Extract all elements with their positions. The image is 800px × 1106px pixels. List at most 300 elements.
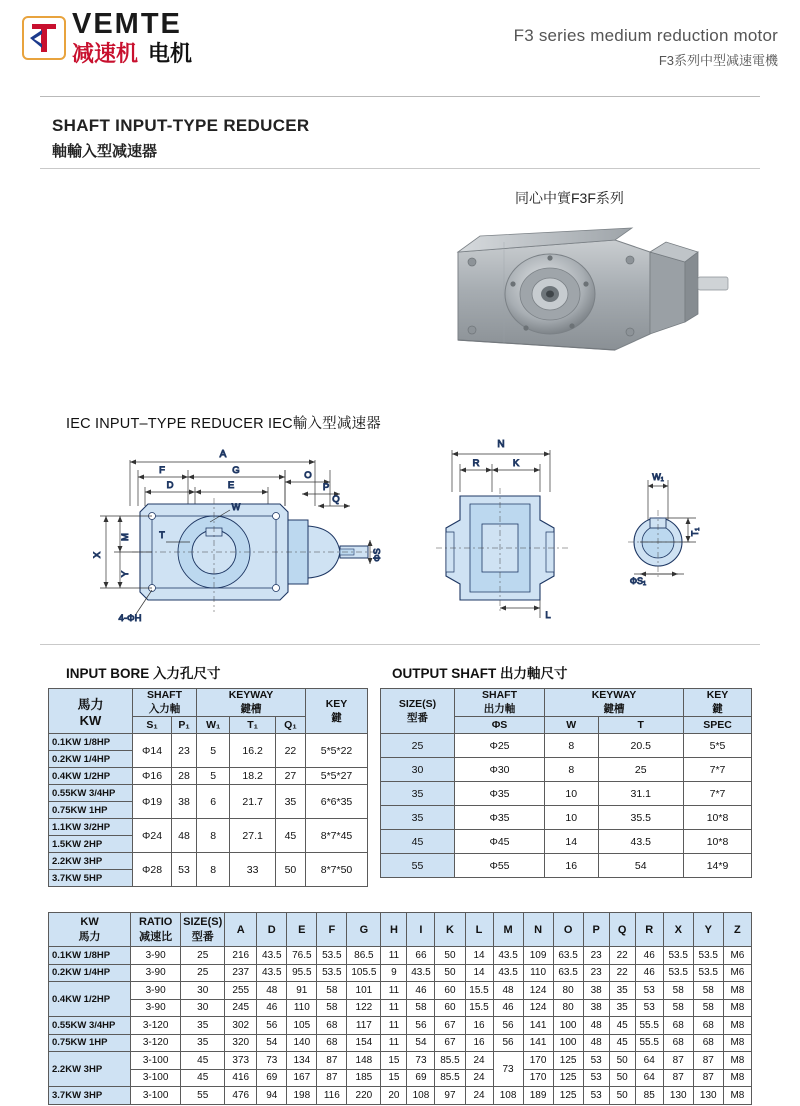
cell: 11 (381, 1034, 407, 1052)
cell: 16 (465, 1034, 493, 1052)
cell: 185 (347, 1069, 381, 1087)
cell: 58 (317, 982, 347, 1000)
cell-spec: 7*7 (684, 782, 752, 806)
cell-size: 35 (381, 806, 455, 830)
kw-label: 3.7KW 5HP (49, 870, 133, 887)
cell: 3-100 (131, 1087, 181, 1105)
svg-text:4-ΦH: 4-ΦH (118, 613, 142, 624)
header-shaft: SHAFT 出力軸 (455, 689, 545, 717)
cell: 15 (381, 1069, 407, 1087)
cell: 46 (635, 964, 663, 982)
table-row (49, 1069, 752, 1087)
cell-spec: 10*8 (684, 806, 752, 830)
cell: 54 (257, 1034, 287, 1052)
table-row (49, 1017, 752, 1035)
header-size: SIZE(S) 型番 (181, 913, 225, 947)
document-title-en: F3 series medium reduction motor (513, 26, 778, 45)
cell: 198 (287, 1087, 317, 1105)
cell: 125 (553, 1087, 583, 1105)
kw-label: 0.4KW 1/2HP (49, 982, 131, 1017)
cell: 25 (181, 947, 225, 965)
cell: 116 (317, 1087, 347, 1105)
cell-w: 10 (545, 782, 599, 806)
cell: 108 (407, 1087, 435, 1105)
cell: 35 (609, 982, 635, 1000)
cell: 245 (225, 999, 257, 1017)
cell-q1: 50 (275, 853, 305, 887)
cell-w: 10 (545, 806, 599, 830)
cell: 30 (181, 999, 225, 1017)
cell-spec: 8*7*45 (306, 819, 368, 853)
kw-label: 0.2KW 1/4HP (49, 751, 133, 768)
cell: 45 (609, 1034, 635, 1052)
cell-p1: 23 (172, 734, 197, 768)
header-I: I (407, 913, 435, 947)
cell-size: 45 (381, 830, 455, 854)
svg-text:ΦS: ΦS (372, 548, 382, 562)
cell-t: 20.5 (598, 734, 683, 758)
header-keyway: KEYWAY 鍵槽 (196, 689, 305, 717)
cell: 38 (583, 982, 609, 1000)
header-X: X (663, 913, 693, 947)
logo-badge-icon (22, 16, 66, 60)
cell-spec: 5*5 (684, 734, 752, 758)
cell: 46 (407, 982, 435, 1000)
svg-text:A: A (219, 449, 227, 460)
cell: 9 (381, 964, 407, 982)
cell: 95.5 (287, 964, 317, 982)
cell: M8 (723, 1017, 751, 1035)
cell: 16 (465, 1017, 493, 1035)
cell: 148 (347, 1052, 381, 1070)
svg-text:T: T (159, 530, 165, 540)
cell: 110 (523, 964, 553, 982)
header-size: SIZE(S) 型番 (381, 689, 455, 734)
cell-size: 25 (381, 734, 455, 758)
cell: 108 (493, 1087, 523, 1105)
cell: 14 (465, 947, 493, 965)
brand-name-cn (72, 43, 192, 65)
cell: M8 (723, 1069, 751, 1087)
cell: 68 (317, 1017, 347, 1035)
kw-label: 1.1KW 3/2HP (49, 819, 133, 836)
cell: 109 (523, 947, 553, 965)
cell: 15 (381, 1052, 407, 1070)
kw-label: 0.1KW 1/8HP (49, 734, 133, 751)
header-L: L (465, 913, 493, 947)
cell: 58 (407, 999, 435, 1017)
cell: 45 (181, 1052, 225, 1070)
kw-label: 3.7KW 3HP (49, 1087, 131, 1105)
header-key: KEY 鍵 (684, 689, 752, 717)
cell: 45 (609, 1017, 635, 1035)
svg-text:R: R (472, 458, 480, 469)
subheader-w1: W₁ (196, 717, 229, 734)
cell-spec: 5*5*27 (306, 768, 368, 785)
page-header (0, 0, 800, 92)
cell: 54 (407, 1034, 435, 1052)
header-ratio: RATIO 减速比 (131, 913, 181, 947)
cell: 3-100 (131, 1052, 181, 1070)
svg-text:D: D (166, 480, 174, 491)
cell: 43.5 (257, 947, 287, 965)
cell-shaft: Φ55 (455, 854, 545, 878)
cell: 55.5 (635, 1034, 663, 1052)
cell: 189 (523, 1087, 553, 1105)
cell: 50 (435, 947, 465, 965)
cell: 43.5 (493, 964, 523, 982)
kw-label: 1.5KW 2HP (49, 836, 133, 853)
svg-text:X: X (92, 551, 103, 559)
cell: 87 (693, 1069, 723, 1087)
cell: 87 (663, 1052, 693, 1070)
cell: 53.5 (317, 964, 347, 982)
cell: 373 (225, 1052, 257, 1070)
cell: 73 (257, 1052, 287, 1070)
cell: 124 (523, 982, 553, 1000)
cell-p1: 28 (172, 768, 197, 785)
cell-q1: 45 (275, 819, 305, 853)
cell: 35 (181, 1017, 225, 1035)
table-row (381, 758, 752, 782)
cell-w: 8 (545, 758, 599, 782)
cell: M8 (723, 1052, 751, 1070)
document-title-cn: F3系列中型减速電機 (658, 53, 778, 68)
cell-t1: 33 (230, 853, 275, 887)
cell-w1: 5 (196, 768, 229, 785)
cell-t1: 16.2 (230, 734, 275, 768)
cell: 24 (465, 1069, 493, 1087)
table-header-row (381, 689, 752, 717)
cell: 87 (317, 1069, 347, 1087)
cell: 85.5 (435, 1069, 465, 1087)
cell: 87 (317, 1052, 347, 1070)
cell: 15.5 (465, 982, 493, 1000)
table-header-row (49, 689, 368, 717)
cell: 23 (583, 947, 609, 965)
svg-text:E: E (227, 480, 235, 491)
brand-name: VEMTE (72, 8, 182, 40)
cell-w1: 8 (196, 819, 229, 853)
cell-s1: Φ19 (133, 785, 172, 819)
svg-text:F: F (159, 465, 165, 476)
cell: 68 (663, 1034, 693, 1052)
dimensions-table (48, 912, 752, 1105)
cell: 170 (523, 1052, 553, 1070)
header-G: G (347, 913, 381, 947)
cell-t: 35.5 (598, 806, 683, 830)
cell: 48 (583, 1034, 609, 1052)
cell: 3-120 (131, 1017, 181, 1035)
svg-text:L: L (545, 610, 551, 621)
table-row (49, 768, 368, 785)
kw-label: 0.55KW 3/4HP (49, 785, 133, 802)
svg-text:N: N (497, 439, 505, 450)
cell: 56 (493, 1017, 523, 1035)
cell-shaft: Φ35 (455, 782, 545, 806)
cell: 58 (663, 982, 693, 1000)
header-N: N (523, 913, 553, 947)
kw-label: 0.2KW 1/4HP (49, 964, 131, 982)
table-row (49, 1052, 752, 1070)
subheader-spec: SPEC (684, 717, 752, 734)
svg-text:ΦS₁: ΦS₁ (629, 576, 647, 586)
header-D: D (257, 913, 287, 947)
cell: 38 (583, 999, 609, 1017)
cell: 60 (435, 982, 465, 1000)
cell-spec: 7*7 (684, 758, 752, 782)
header-A: A (225, 913, 257, 947)
kw-label: 0.75KW 1HP (49, 1034, 131, 1052)
cell: 122 (347, 999, 381, 1017)
svg-text:Q: Q (332, 494, 340, 505)
cell: 55 (181, 1087, 225, 1105)
svg-text:M: M (120, 533, 131, 541)
header-shaft: SHAFT 入力軸 (133, 689, 197, 717)
cell: 73 (407, 1052, 435, 1070)
series-label: 同心中實F3F系列 (515, 190, 624, 206)
drawings-divider (40, 644, 760, 645)
cell: 58 (663, 999, 693, 1017)
cell-q1: 22 (275, 734, 305, 768)
cell: 80 (553, 982, 583, 1000)
cell-size: 35 (381, 782, 455, 806)
cell: 53 (635, 999, 663, 1017)
cell: 43.5 (257, 964, 287, 982)
table-row (49, 982, 752, 1000)
cell: 69 (407, 1069, 435, 1087)
subheader-w: W (545, 717, 599, 734)
cell-t: 43.5 (598, 830, 683, 854)
cell-shaft: Φ25 (455, 734, 545, 758)
cell: 50 (435, 964, 465, 982)
cell: 53 (635, 982, 663, 1000)
cell: 85.5 (435, 1052, 465, 1070)
cell: 216 (225, 947, 257, 965)
table-row (381, 830, 752, 854)
cell: 46 (493, 999, 523, 1017)
cell-q1: 27 (275, 768, 305, 785)
cell-t1: 21.7 (230, 785, 275, 819)
cell: 87 (663, 1069, 693, 1087)
cell: 68 (663, 1017, 693, 1035)
cell: 80 (553, 999, 583, 1017)
cell-shaft: Φ45 (455, 830, 545, 854)
cell: M8 (723, 982, 751, 1000)
cell: 3-90 (131, 964, 181, 982)
cell-s1: Φ14 (133, 734, 172, 768)
cell: 140 (287, 1034, 317, 1052)
svg-text:G: G (232, 465, 240, 476)
cell: 53.5 (317, 947, 347, 965)
cell: 11 (381, 982, 407, 1000)
cell: 20 (381, 1087, 407, 1105)
header-Q: Q (609, 913, 635, 947)
cell-shaft: Φ30 (455, 758, 545, 782)
brand-cn-black: 电机 (148, 41, 193, 66)
table-row (49, 1034, 752, 1052)
brand-text (72, 10, 192, 65)
table-row (49, 785, 368, 802)
subheader-t1: T₁ (230, 717, 275, 734)
section-title-en: SHAFT INPUT-TYPE REDUCER (52, 116, 310, 135)
subheader-phis: ΦS (455, 717, 545, 734)
cell: M8 (723, 999, 751, 1017)
cell: 416 (225, 1069, 257, 1087)
cell-w1: 8 (196, 853, 229, 887)
subheader-q1: Q₁ (275, 717, 305, 734)
cell-spec: 6*6*35 (306, 785, 368, 819)
iec-section-title: IEC INPUT–TYPE REDUCER IEC輸入型减速器 (66, 416, 381, 432)
cell: 76.5 (287, 947, 317, 965)
table-row (49, 1087, 752, 1105)
kw-label: 0.75KW 1HP (49, 802, 133, 819)
cell: 43.5 (493, 947, 523, 965)
cell: 68 (693, 1017, 723, 1035)
cell-t: 25 (598, 758, 683, 782)
kw-label: 2.2KW 3HP (49, 853, 133, 870)
cell: 476 (225, 1087, 257, 1105)
cell: 58 (317, 999, 347, 1017)
cell-s1: Φ24 (133, 819, 172, 853)
table-row (49, 964, 752, 982)
cell: 56 (407, 1017, 435, 1035)
cell-spec: 10*8 (684, 830, 752, 854)
cell-spec: 5*5*22 (306, 734, 368, 768)
cell: 170 (523, 1069, 553, 1087)
cell: 68 (693, 1034, 723, 1052)
output-shaft-table (380, 688, 752, 878)
cell: 63.5 (553, 947, 583, 965)
cell: 125 (553, 1052, 583, 1070)
cell: 87 (693, 1052, 723, 1070)
cell: 237 (225, 964, 257, 982)
cell: 50 (609, 1052, 635, 1070)
cell: M8 (723, 1034, 751, 1052)
cell: 53 (583, 1069, 609, 1087)
cell: 3-90 (131, 982, 181, 1000)
cell: 134 (287, 1052, 317, 1070)
kw-label: 0.4KW 1/2HP (49, 768, 133, 785)
table-row (381, 782, 752, 806)
header-divider (40, 96, 760, 97)
cell: 167 (287, 1069, 317, 1087)
cell-w: 8 (545, 734, 599, 758)
cell: 60 (435, 999, 465, 1017)
table-row (381, 734, 752, 758)
cell: 53.5 (693, 947, 723, 965)
brand-cn-red: 减速机 (72, 41, 139, 66)
cell: 24 (465, 1087, 493, 1105)
cell: 3-90 (131, 947, 181, 965)
technical-drawings (40, 432, 770, 632)
cell: 53.5 (663, 964, 693, 982)
subheader-t: T (598, 717, 683, 734)
cell-q1: 35 (275, 785, 305, 819)
cell: 105 (287, 1017, 317, 1035)
cell: 53 (583, 1087, 609, 1105)
cell: 66 (407, 947, 435, 965)
cell: 94 (257, 1087, 287, 1105)
cell: 117 (347, 1017, 381, 1035)
output-shaft-heading: OUTPUT SHAFT 出力軸尺寸 (392, 666, 568, 681)
cell: 67 (435, 1034, 465, 1052)
cell-w1: 5 (196, 734, 229, 768)
input-bore-table (48, 688, 368, 887)
cell-t: 31.1 (598, 782, 683, 806)
svg-text:O: O (304, 470, 312, 481)
cell: 154 (347, 1034, 381, 1052)
table-row (49, 853, 368, 870)
cell: 130 (693, 1087, 723, 1105)
cell: 320 (225, 1034, 257, 1052)
cell: 45 (181, 1069, 225, 1087)
cell: 68 (317, 1034, 347, 1052)
cell-t1: 18.2 (230, 768, 275, 785)
cell: 141 (523, 1034, 553, 1052)
header-O: O (553, 913, 583, 947)
table-row (49, 947, 752, 965)
cell-w1: 6 (196, 785, 229, 819)
kw-label: 0.55KW 3/4HP (49, 1017, 131, 1035)
cell: 97 (435, 1087, 465, 1105)
header-Z: Z (723, 913, 751, 947)
cell: 58 (693, 982, 723, 1000)
cell: 86.5 (347, 947, 381, 965)
cell: 130 (663, 1087, 693, 1105)
cell: 56 (257, 1017, 287, 1035)
cell: 141 (523, 1017, 553, 1035)
cell: 48 (583, 1017, 609, 1035)
cell: 63.5 (553, 964, 583, 982)
cell: 100 (553, 1017, 583, 1035)
svg-text:P: P (322, 482, 330, 493)
cell: 110 (287, 999, 317, 1017)
cell: 255 (225, 982, 257, 1000)
cell: 30 (181, 982, 225, 1000)
cell-s1: Φ16 (133, 768, 172, 785)
header-kw: 馬力 KW (49, 689, 133, 734)
cell-p1: 38 (172, 785, 197, 819)
cell: 3-100 (131, 1069, 181, 1087)
cell: 3-120 (131, 1034, 181, 1052)
cell: 53.5 (693, 964, 723, 982)
cell: M6 (723, 964, 751, 982)
svg-text:Y: Y (120, 570, 131, 578)
cell-size: 30 (381, 758, 455, 782)
cell: 15.5 (465, 999, 493, 1017)
cell: 43.5 (407, 964, 435, 982)
cell: 220 (347, 1087, 381, 1105)
input-bore-heading: INPUT BORE 入力孔尺寸 (66, 666, 221, 681)
header-K: K (435, 913, 465, 947)
table-row (49, 819, 368, 836)
section-divider (40, 168, 760, 169)
cell: 69 (257, 1069, 287, 1087)
cell: 24 (465, 1052, 493, 1070)
svg-text:W: W (231, 502, 241, 512)
cell: 302 (225, 1017, 257, 1035)
kw-label: 0.1KW 1/8HP (49, 947, 131, 965)
cell: 124 (523, 999, 553, 1017)
cell: 56 (493, 1034, 523, 1052)
cell: 73 (493, 1052, 523, 1087)
cell-spec: 14*9 (684, 854, 752, 878)
cell: 35 (609, 999, 635, 1017)
cell: M8 (723, 1087, 751, 1105)
cell: 35 (181, 1034, 225, 1052)
cell: 91 (287, 982, 317, 1000)
